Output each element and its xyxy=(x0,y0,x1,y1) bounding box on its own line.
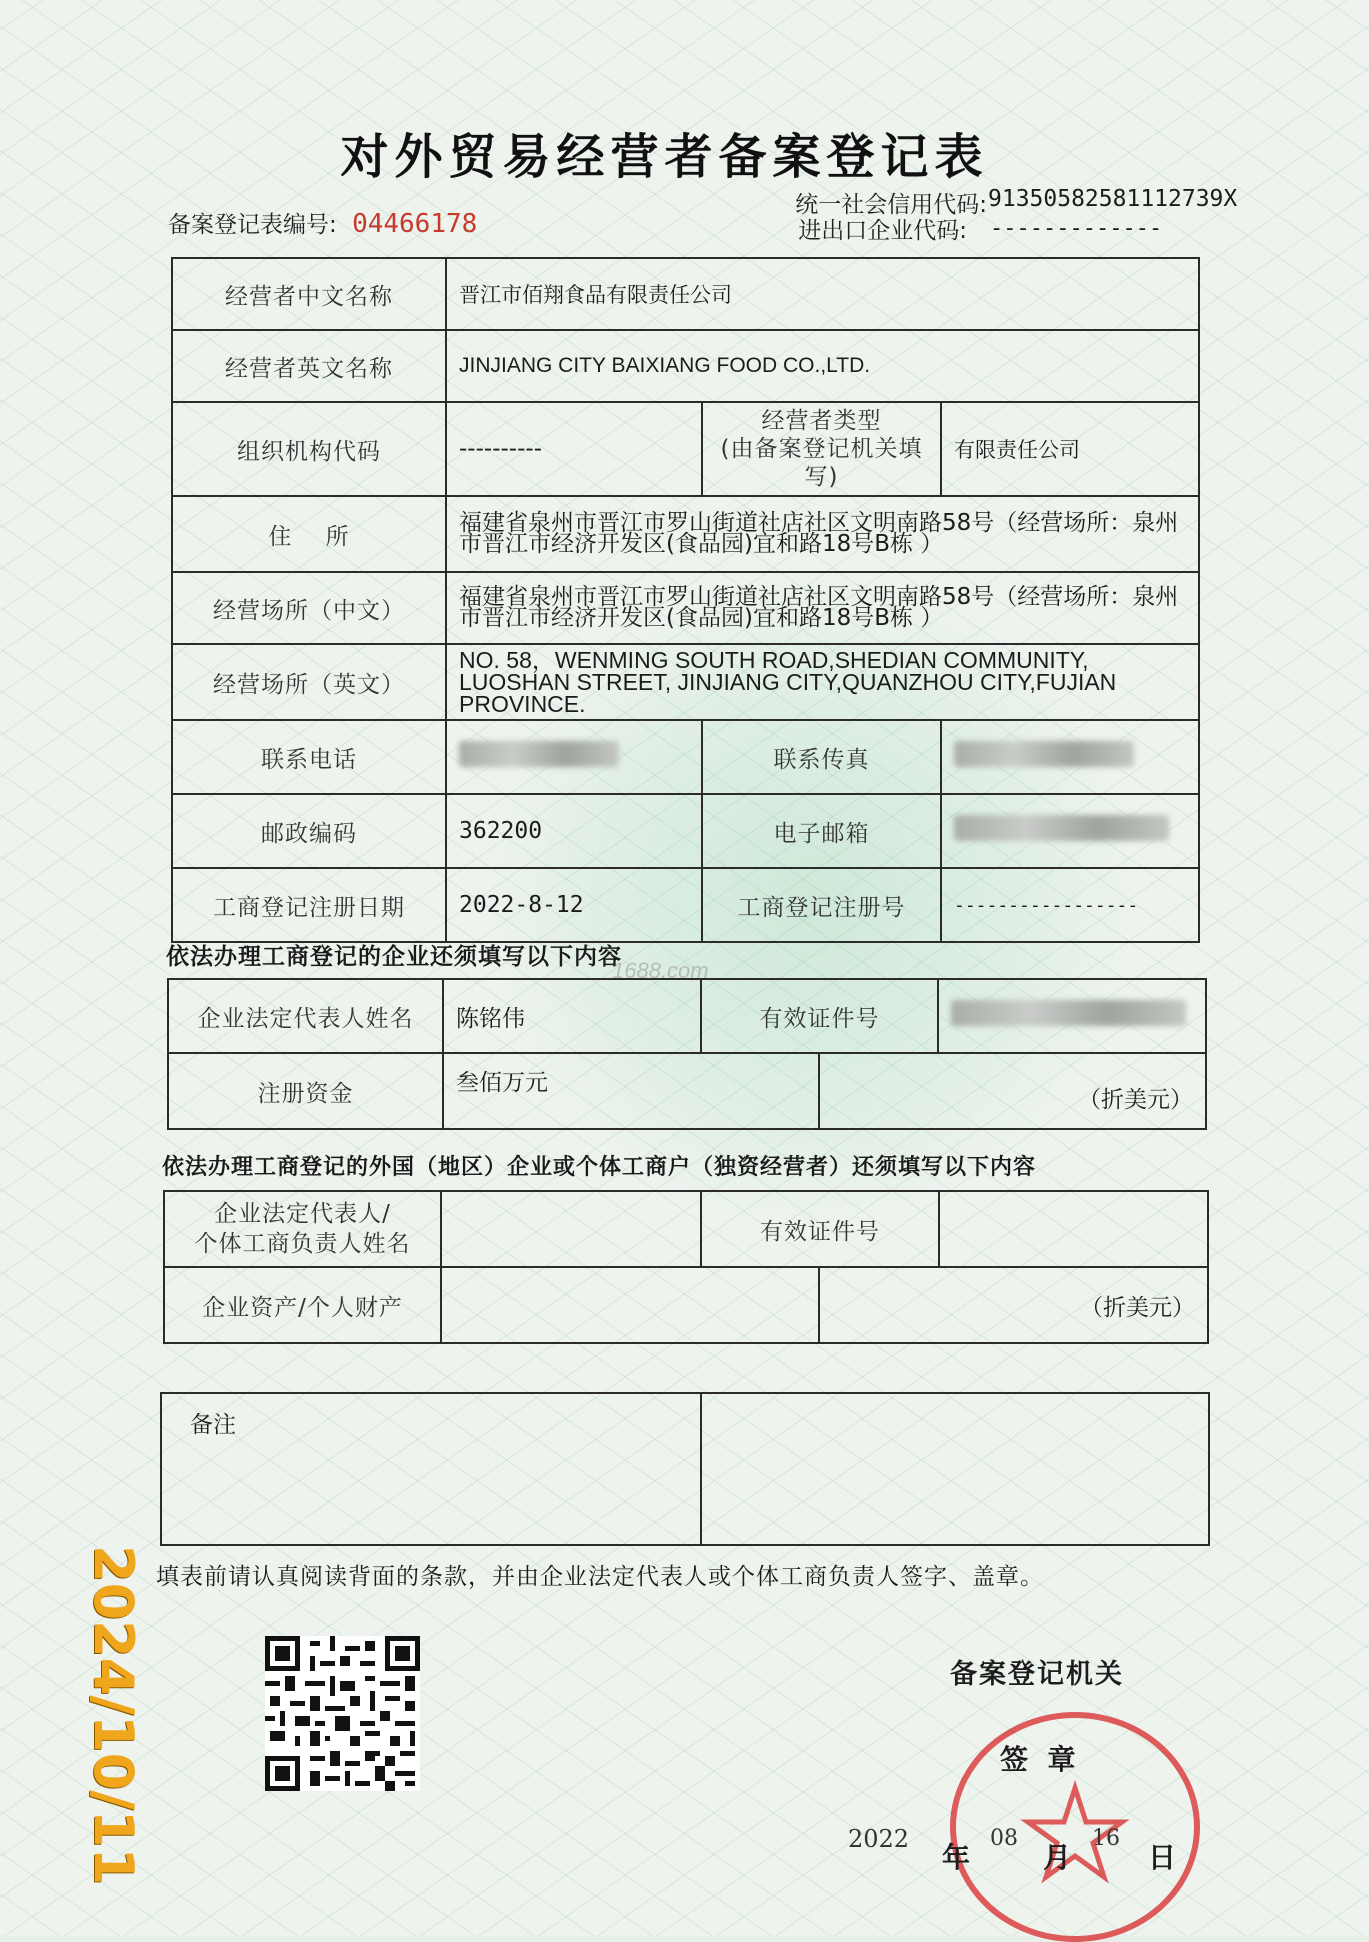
authority-label: 备案登记机关 xyxy=(950,1659,1124,1690)
phone-value xyxy=(446,720,702,794)
table-row xyxy=(172,402,1199,496)
operator-type: 有限责任公司 xyxy=(941,402,1199,496)
watermark: 1688.com xyxy=(612,958,709,983)
legal-rep-label: 企业法定代表人姓名 xyxy=(168,979,443,1053)
postcode: 362200 xyxy=(446,794,702,868)
table-row xyxy=(161,1393,1209,1545)
ie-code: ------------- xyxy=(990,216,1163,241)
assets-label: 企业资产/个人财产 xyxy=(164,1267,441,1343)
record-no-row xyxy=(168,206,477,239)
fax-redacted xyxy=(954,741,1134,767)
reg-no-label: 工商登记注册号 xyxy=(702,868,941,942)
rep-label-line1: 企业法定代表人/ xyxy=(214,1201,391,1227)
reg-date-label: 工商登记注册日期 xyxy=(172,868,446,942)
table-row xyxy=(172,868,1199,942)
seal-label: 签 章 xyxy=(1000,1743,1076,1776)
foreign-id-value xyxy=(939,1191,1208,1267)
photo-date-stamp xyxy=(30,1545,180,1886)
capital-usd-note: （折美元） xyxy=(819,1053,1206,1129)
day-char: 日 xyxy=(1148,1841,1177,1874)
cn-name: 晋江市佰翔食品有限责任公司 xyxy=(446,258,1199,330)
registration-table xyxy=(171,257,1200,943)
reg-no: ----------------- xyxy=(941,868,1199,942)
section2-heading: 依法办理工商登记的企业还须填写以下内容 xyxy=(166,944,622,970)
cn-name-label: 经营者中文名称 xyxy=(172,258,446,330)
address-label: 住 所 xyxy=(172,496,446,572)
table-row xyxy=(172,720,1199,794)
en-name-label: 经营者英文名称 xyxy=(172,330,446,402)
sign-year: 2022 xyxy=(848,1825,910,1853)
biz-place-cn-label: 经营场所（中文） xyxy=(172,572,446,644)
credit-code-label: 统一社会信用代码: xyxy=(795,192,987,218)
qr-code xyxy=(265,1636,420,1791)
capital: 叁佰万元 xyxy=(443,1053,819,1129)
phone-label: 联系电话 xyxy=(172,720,446,794)
record-no-label: 备案登记表编号: xyxy=(168,212,337,238)
table-row xyxy=(172,330,1199,402)
table-row xyxy=(168,1053,1206,1129)
section3-heading: 依法办理工商登记的外国（地区）企业或个体工商户（独资经营者）还须填写以下内容 xyxy=(162,1155,1037,1180)
page-title: 对外贸易经营者备案登记表 xyxy=(340,129,989,185)
email-value xyxy=(941,794,1199,868)
reg-date: 2022-8-12 xyxy=(446,868,702,942)
table-row xyxy=(164,1267,1208,1343)
table-row xyxy=(172,572,1199,644)
table-row xyxy=(172,258,1199,330)
fax-value xyxy=(941,720,1199,794)
assets-usd-note: （折美元） xyxy=(819,1267,1208,1343)
record-no: 04466178 xyxy=(352,209,478,239)
notice-text: 填表前请认真阅读背面的条款，并由企业法定代表人或个体工商负责人签字、盖章。 xyxy=(156,1564,1044,1590)
table-row xyxy=(172,794,1199,868)
table-row xyxy=(168,979,1206,1053)
id-redacted xyxy=(951,1000,1186,1026)
operator-type-label-line2: (由备案登记机关填写) xyxy=(720,436,923,490)
address: 福建省泉州市晋江市罗山街道社店社区文明南路58号（经营场所：泉州市晋江市经济开发区(食品园)宜和路18号B栋 ） xyxy=(446,496,1199,572)
sign-month: 08 xyxy=(990,1826,1018,1851)
table-row xyxy=(172,496,1199,572)
photo-date: 2024/10/11 xyxy=(82,1545,145,1886)
en-name: JINJIANG CITY BAIXIANG FOOD CO.,LTD. xyxy=(446,330,1199,402)
biz-place-en-label: 经营场所（英文） xyxy=(172,644,446,720)
org-code: ---------- xyxy=(446,402,702,496)
email-label: 电子邮箱 xyxy=(702,794,941,868)
org-code-label: 组织机构代码 xyxy=(172,402,446,496)
remarks-value xyxy=(701,1393,1209,1545)
rep-value xyxy=(441,1191,701,1267)
qr-code-graphic xyxy=(265,1636,420,1791)
rep-label xyxy=(164,1191,441,1267)
enterprise-table xyxy=(167,978,1207,1130)
ie-code-label: 进出口企业代码: xyxy=(798,218,967,244)
capital-label: 注册资金 xyxy=(168,1053,443,1129)
foreign-id-label: 有效证件号 xyxy=(701,1191,939,1267)
legal-rep-id-value xyxy=(938,979,1206,1053)
biz-place-en: NO. 58，WENMING SOUTH ROAD,SHEDIAN COMMUNITY, LUOSHAN STREET, JINJIANG CITY,QUANZHOU CITY,FUJIAN PROVINCE. xyxy=(446,644,1199,720)
postcode-label: 邮政编码 xyxy=(172,794,446,868)
year-char: 年 xyxy=(942,1841,971,1874)
table-row xyxy=(164,1191,1208,1267)
operator-type-label-line1: 经营者类型 xyxy=(761,408,882,434)
biz-place-cn: 福建省泉州市晋江市罗山街道社店社区文明南路58号（经营场所：泉州市晋江市经济开发区(食品园)宜和路18号B栋 ） xyxy=(446,572,1199,644)
phone-redacted xyxy=(459,741,619,767)
sign-day: 16 xyxy=(1092,1826,1120,1851)
assets-value xyxy=(441,1267,819,1343)
email-redacted xyxy=(954,815,1169,841)
remarks-table xyxy=(160,1392,1210,1546)
credit-code: 91350582581112739X xyxy=(988,186,1238,212)
table-row xyxy=(172,644,1199,720)
legal-rep-id-label: 有效证件号 xyxy=(701,979,938,1053)
month-char: 月 xyxy=(1043,1841,1072,1874)
rep-label-line2: 个体工商负责人姓名 xyxy=(194,1231,411,1257)
fax-label: 联系传真 xyxy=(702,720,941,794)
remarks-label: 备注 xyxy=(161,1393,701,1545)
foreign-enterprise-table xyxy=(163,1190,1209,1344)
operator-type-label xyxy=(702,402,941,496)
legal-rep: 陈铭伟 xyxy=(443,979,701,1053)
